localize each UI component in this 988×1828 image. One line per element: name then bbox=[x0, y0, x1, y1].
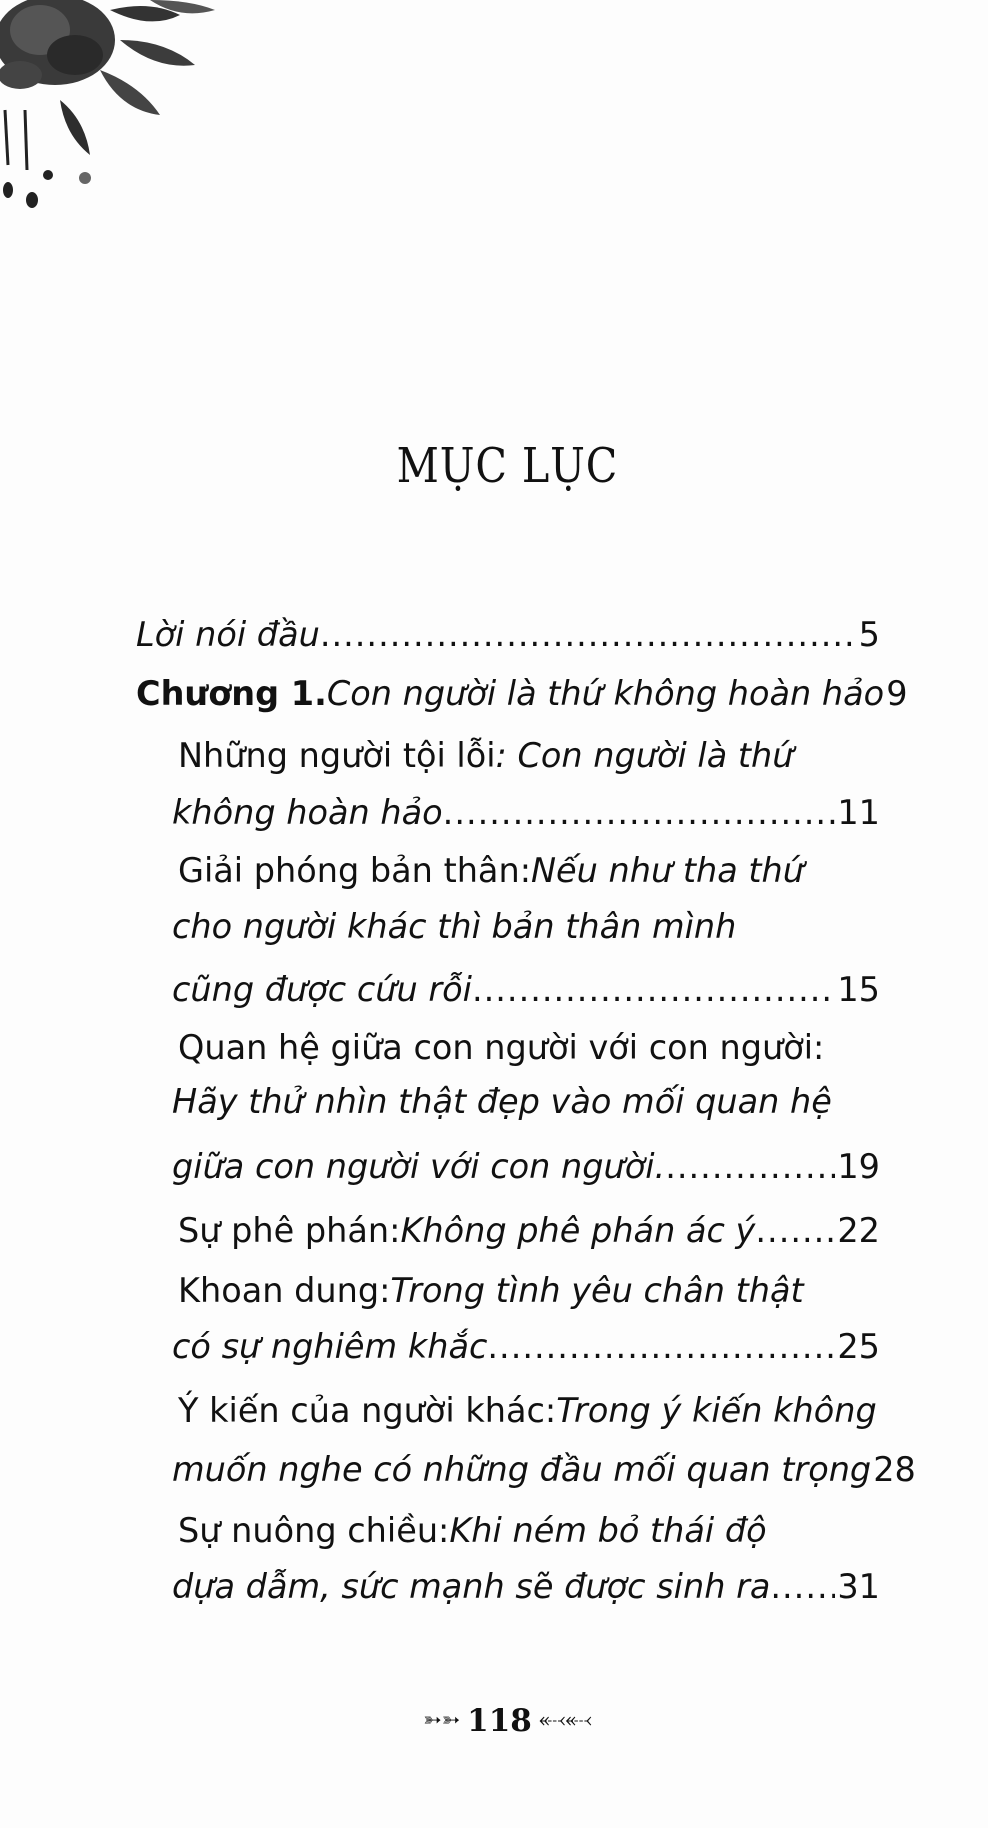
toc-entry-text bbox=[172, 907, 737, 946]
right-ornament-icon: ⬷⬷ bbox=[531, 1708, 592, 1733]
section-title: có sự nghiêm khắc bbox=[172, 1327, 488, 1366]
toc-entry-line bbox=[136, 674, 908, 713]
toc-entry-line bbox=[172, 1450, 916, 1489]
section-heading: Sự nuông chiều: bbox=[178, 1511, 450, 1550]
page-ref: 19 bbox=[837, 1147, 880, 1186]
toc-entry-line bbox=[172, 1567, 880, 1606]
toc-entry-text bbox=[178, 1271, 804, 1310]
section-title: giữa con người với con người. bbox=[172, 1147, 666, 1186]
leader-dots bbox=[472, 973, 835, 1007]
section-title: Khi ném bỏ thái độ bbox=[449, 1511, 767, 1550]
chapter-label: Chương 1. bbox=[136, 674, 327, 713]
toc-entry-text bbox=[178, 736, 794, 775]
page-number-value: 118 bbox=[467, 1703, 532, 1739]
leader-dots bbox=[487, 1330, 835, 1364]
leader-dots bbox=[320, 618, 857, 652]
section-title: Trong ý kiến không bbox=[556, 1391, 877, 1430]
section-title: muốn nghe có những đầu mối quan trọng bbox=[172, 1450, 872, 1489]
section-title: Hãy thử nhìn thật đẹp vào mối quan hệ bbox=[172, 1082, 832, 1121]
toc-entry-line bbox=[136, 615, 880, 654]
section-title: cũng được cứu rỗi bbox=[172, 970, 472, 1009]
toc-entry-line bbox=[172, 970, 880, 1009]
section-heading: Khoan dung: bbox=[178, 1271, 391, 1310]
page-ref: 5 bbox=[858, 615, 880, 654]
section-heading: Giải phóng bản thân: bbox=[178, 851, 531, 890]
toc-entry-text bbox=[178, 1511, 767, 1550]
toc-entry-line bbox=[172, 793, 880, 832]
toc-entry-line bbox=[172, 1147, 880, 1186]
page-title: MỤC LỤC bbox=[396, 438, 619, 494]
leader-dots bbox=[665, 1150, 835, 1184]
page-ref: 22 bbox=[837, 1211, 880, 1250]
leader-dots bbox=[443, 796, 836, 830]
section-title: không hoàn hảo bbox=[172, 793, 443, 832]
toc-entry-text bbox=[178, 851, 805, 890]
page-number bbox=[0, 1703, 988, 1739]
section-title: Con người là thứ không hoàn hảo bbox=[326, 674, 885, 713]
section-title: Trong tình yêu chân thật bbox=[390, 1271, 804, 1310]
page-ref: 31 bbox=[837, 1567, 880, 1606]
section-heading: Ý kiến của người khác: bbox=[178, 1391, 557, 1430]
section-title: Lời nói đầu bbox=[136, 615, 320, 654]
section-title: dựa dẫm, sức mạnh sẽ được sinh ra bbox=[172, 1567, 771, 1606]
leader-dots bbox=[770, 1570, 835, 1604]
toc-entry-text bbox=[178, 1028, 825, 1067]
page-ref: 15 bbox=[837, 970, 880, 1009]
toc-entry-line bbox=[172, 1327, 880, 1366]
toc-entry-line bbox=[178, 1211, 880, 1250]
section-heading: Quan hệ giữa con người với con người: bbox=[178, 1028, 825, 1067]
toc-entry-text bbox=[178, 1391, 877, 1430]
section-title: : Con người là thứ bbox=[495, 736, 794, 775]
section-title: Nếu như tha thứ bbox=[530, 851, 805, 890]
left-ornament-icon: ➳➳ bbox=[423, 1708, 468, 1733]
section-heading: Sự phê phán: bbox=[178, 1211, 401, 1250]
page-ref: 11 bbox=[837, 793, 880, 832]
page-ref: 25 bbox=[837, 1327, 880, 1366]
page-ref: 9 bbox=[886, 674, 908, 713]
page-ref: 28 bbox=[873, 1450, 916, 1489]
section-heading: Những người tội lỗi bbox=[178, 736, 496, 775]
section-title: Không phê phán ác ý bbox=[400, 1211, 756, 1250]
toc-entry-text bbox=[172, 1082, 832, 1121]
section-title: cho người khác thì bản thân mình bbox=[172, 907, 737, 946]
leader-dots bbox=[755, 1214, 835, 1248]
